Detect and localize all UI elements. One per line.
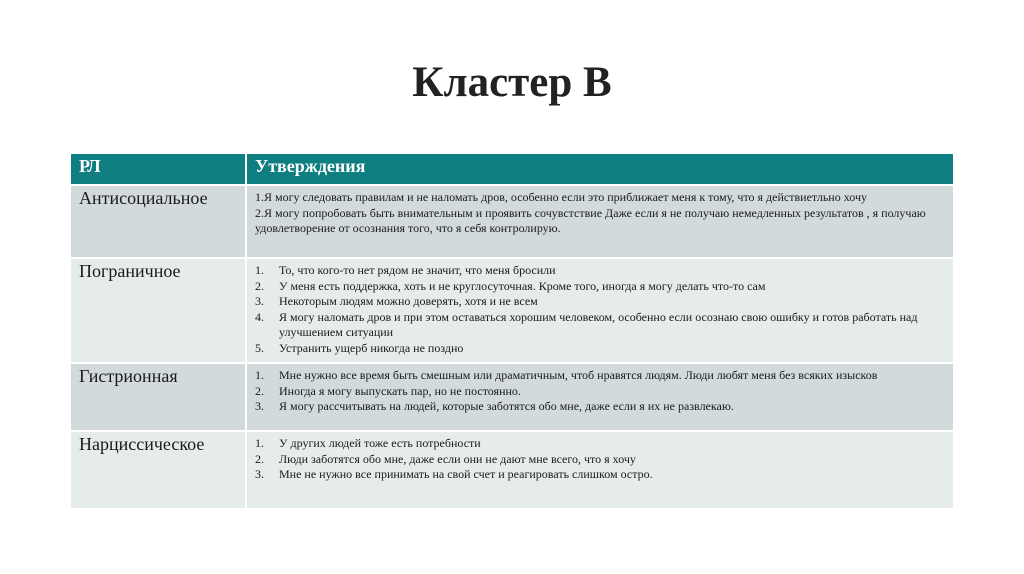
table-row: [70, 363, 954, 431]
item-text: Я могу наломать дров и при этом оставаться хорошим человеком, особенно если осознаю свою ошибку и готов работать над улучшением ситуации: [279, 309, 918, 339]
pd-label: Антисоциальное: [70, 185, 246, 258]
item-number: 3.: [255, 399, 264, 413]
item-text: Устранить ущерб никогда не поздно: [279, 340, 464, 355]
item-number: 2.: [255, 383, 264, 398]
statements-list: [255, 368, 943, 415]
item-number: 1.: [255, 436, 264, 450]
list-item: [255, 310, 943, 341]
list-item: [255, 294, 943, 310]
item-number: 2.: [255, 205, 264, 220]
header-statements: Утверждения: [246, 153, 954, 185]
list-item: [255, 384, 943, 400]
list-item: [255, 467, 943, 483]
list-item: [255, 436, 943, 452]
item-number: 3.: [255, 294, 264, 308]
item-number: 1.: [255, 263, 264, 277]
statements-list: [255, 436, 943, 483]
pd-label: Пограничное: [70, 258, 246, 363]
slide-title: Кластер В: [412, 59, 612, 106]
statements-cell: [246, 363, 954, 431]
pd-label: Нарциссическое: [70, 431, 246, 509]
list-item: [255, 190, 943, 206]
item-number: 5.: [255, 340, 264, 355]
statements-list: [255, 263, 943, 356]
pd-label: Гистрионная: [70, 363, 246, 431]
table-row: [70, 185, 954, 258]
item-text: Я могу попробовать быть внимательным и проявить сочувстствие Даже если я не получаю немедленных результатов , я получаю удовлетворение от осознания того, что я себя контролирую.: [255, 205, 926, 235]
table-row: [70, 431, 954, 509]
item-text: Мне нужно все время быть смешным или драматичным, чтоб нравятся людям. Люди любят меня без всяких изысков: [279, 368, 878, 382]
item-text: Некоторым людям можно доверять, хотя и не всем: [279, 294, 538, 308]
list-item: [255, 263, 943, 279]
item-number: 1.: [255, 190, 264, 204]
item-number: 3.: [255, 467, 264, 481]
item-number: 4.: [255, 309, 264, 324]
item-text: У меня есть поддержка, хоть и не круглосуточная. Кроме того, иногда я могу делать что-то сам: [279, 278, 766, 293]
item-text: Люди заботятся обо мне, даже если они не дают мне всего, что я хочу: [279, 451, 636, 466]
table-row: [70, 258, 954, 363]
statements-cell: [246, 258, 954, 363]
table-header-row: [70, 153, 954, 185]
item-text: То, что кого-то нет рядом не значит, что меня бросили: [279, 263, 556, 277]
item-text: Иногда я могу выпускать пар, но не постоянно.: [279, 383, 521, 398]
statements-cell: [246, 185, 954, 258]
list-item: [255, 206, 943, 237]
list-item: [255, 341, 943, 357]
item-text: Я могу следовать правилам и не наломать дров, особенно если это приближает меня к тому, что я действиетльно хочу: [264, 190, 867, 204]
statements-list: [255, 190, 943, 237]
list-item: [255, 452, 943, 468]
statements-cell: [246, 431, 954, 509]
item-text: У других людей тоже есть потребности: [279, 436, 481, 450]
header-pd: РЛ: [70, 153, 246, 185]
cluster-table: [69, 152, 955, 510]
item-text: Мне не нужно все принимать на свой счет и реагировать слишком остро.: [279, 467, 653, 481]
item-number: 1.: [255, 368, 264, 382]
item-number: 2.: [255, 451, 264, 466]
item-text: Я могу рассчитывать на людей, которые заботятся обо мне, даже если я их не развлекаю.: [279, 399, 734, 413]
list-item: [255, 279, 943, 295]
item-number: 2.: [255, 278, 264, 293]
list-item: [255, 368, 943, 384]
list-item: [255, 399, 943, 415]
